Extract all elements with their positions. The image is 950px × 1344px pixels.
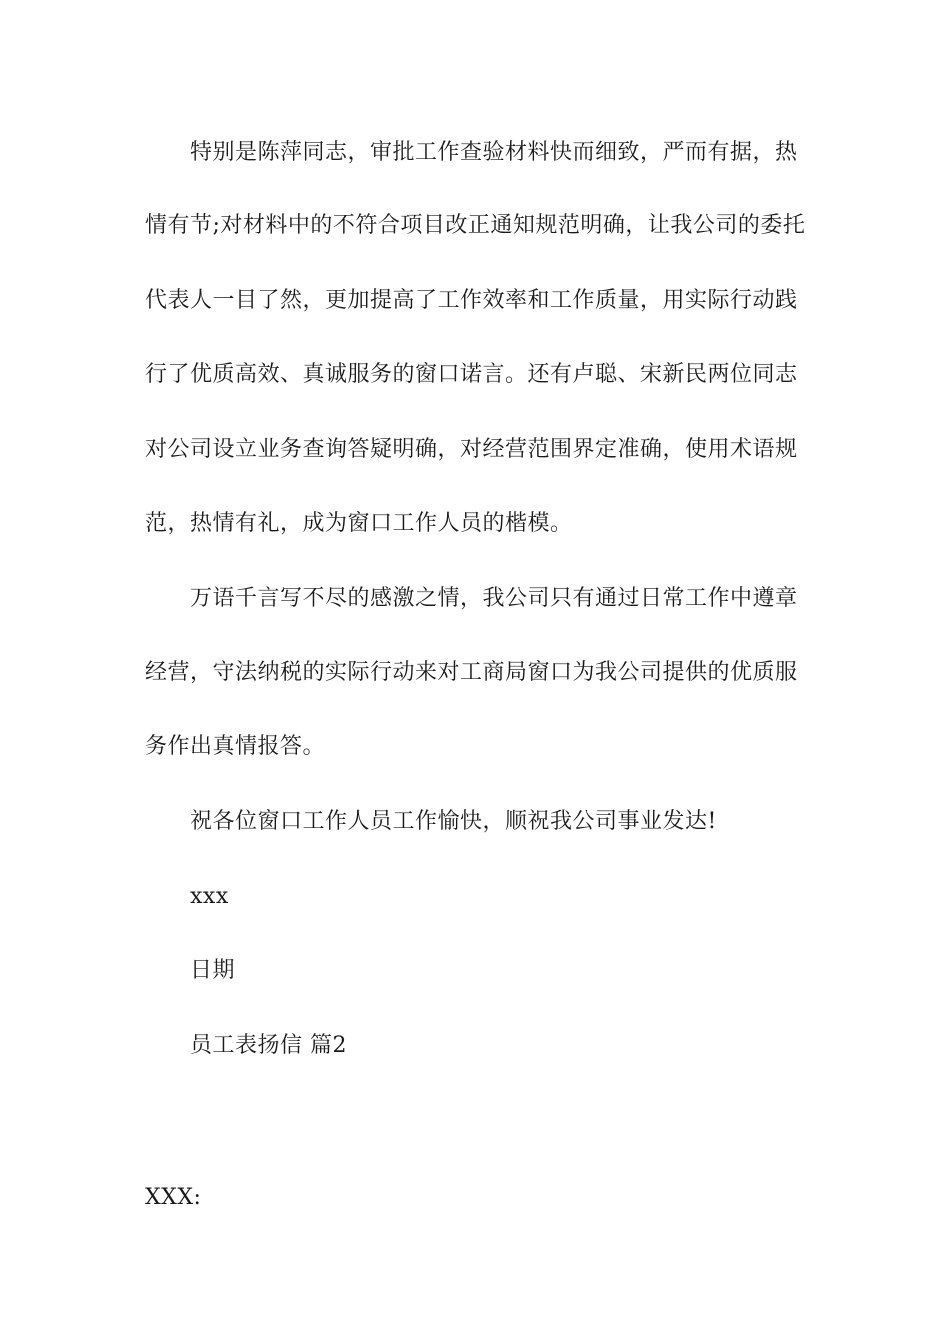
paragraph-1-line-6: 范，热情有礼，成为窗口工作人员的楷模。 [145,511,573,536]
paragraph-1-line-2: 情有节;对材料中的不符合项目改正通知规范明确，让我公司的委托 [145,213,806,238]
paragraph-2-line-1: 万语千言写不尽的感激之情，我公司只有通过日常工作中遵章 [190,586,798,611]
paragraph-1-line-1: 特别是陈萍同志，审批工作查验材料快而细致，严而有据，热 [190,140,798,165]
signature: xxx [190,884,229,909]
paragraph-1-line-5: 对公司设立业务查询答疑明确，对经营范围界定准确，使用术语规 [145,437,798,462]
date-label: 日期 [190,958,236,983]
paragraph-2-line-3: 务作出真情报答。 [145,734,326,759]
paragraph-2-line-2: 经营，守法纳税的实际行动来对工商局窗口为我公司提供的优质服 [145,660,798,685]
paragraph-1-line-4: 行了优质高效、真诚服务的窗口诺言。还有卢聪、宋新民两位同志 [145,362,798,387]
paragraph-1-line-3: 代表人一目了然，更加提高了工作效率和工作质量，用实际行动践 [145,288,798,313]
salutation: XXX: [145,1185,202,1210]
section-title: 员工表扬信 篇2 [190,1033,347,1058]
closing-line: 祝各位窗口工作人员工作愉快，顺祝我公司事业发达! [190,809,717,834]
